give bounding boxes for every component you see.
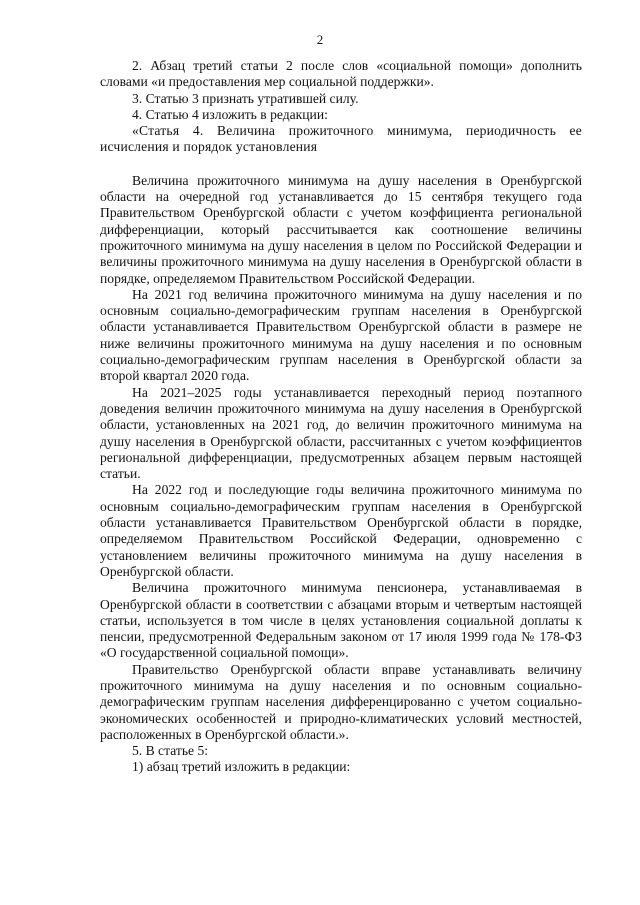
- paragraph-article-5-intro: 5. В статье 5:: [132, 743, 209, 759]
- page-number: 2: [316, 32, 324, 47]
- paragraph-article-5-item-1: 1) абзац третий изложить в редакции:: [132, 759, 351, 775]
- paragraph-restate-article-4: 4. Статью 4 изложить в редакции:: [132, 106, 328, 122]
- article-4-paragraph-4: На 2022 год и последующие годы величина прожиточного минимума по основным социально-демографическим группам населения в Оренбургской области устанавливается Правительством Оренбургской области в порядке, определяемом Правительством Российской Федерации, одновременно с установлением величины прожиточного минимума на душу населения в Оренбургской области.: [100, 482, 582, 579]
- article-4-paragraph-5: Величина прожиточного минимума пенсионера, устанавливаемая в Оренбургской области в соответствии с абзацами вторым и четвертым настоящей статьи, используется в том числе в целях установления социальной доплаты к пенсии, предусмотренной Федеральным законом от 17 июля 1999 года № 178-ФЗ «О государственной социальной помощи».: [100, 580, 582, 661]
- article-4-heading: «Статья 4. Величина прожиточного минимума, периодичность ее исчисления и порядок установления: [100, 123, 582, 155]
- paragraph-amend-article-2: 2. Абзац третий статьи 2 после слов «социальной помощи» дополнить словами «и предоставления мер социальной поддержки».: [100, 58, 582, 90]
- article-4-paragraph-2: На 2021 год величина прожиточного минимума на душу населения и по основным социально-демографическим группам населения в Оренбургской области устанавливается Правительством Оренбургской области в размере не ниже величины прожиточного минимума на душу населения и по основным социально-демографическим группам населения в Оренбургской области за второй квартал 2020 года.: [100, 286, 582, 384]
- spacer: [100, 156, 582, 173]
- article-4-paragraph-1: Величина прожиточного минимума на душу населения в Оренбургской области на очередной год устанавливается до 15 сентября текущего года Правительством Оренбургской области с учетом коэффициента региональной дифференциации, который рассчитывается как соотношение величины прожиточного минимума на душу населения в целом по Российской Федерации и величины прожиточного минимума на душу населения в Оренбургской области в порядке, определяемом Правительством Российской Федерации.: [100, 172, 582, 286]
- article-4-paragraph-3: На 2021–2025 годы устанавливается переходный период поэтапного доведения величин прожиточного минимума на душу населения в Оренбургской области, установленных на 2021 год, до величин прожиточного минимума на душу населения в Оренбургской области, рассчитанных с учетом коэффициентов региональной дифференциации, предусмотренных абзацем первым настоящей статьи.: [100, 384, 582, 482]
- article-4-paragraph-6: Правительство Оренбургской области вправе устанавливать величину прожиточного минимума на душу населения и по основным социально-демографическим группам населения дифференцированно с учетом социально-экономических особенностей и природно-климатических условий местностей, расположенных в Оренбургской области.».: [100, 661, 582, 742]
- paragraph-repeal-article-3: 3. Статью 3 признать утратившей силу.: [132, 90, 359, 106]
- document-body: [100, 58, 582, 776]
